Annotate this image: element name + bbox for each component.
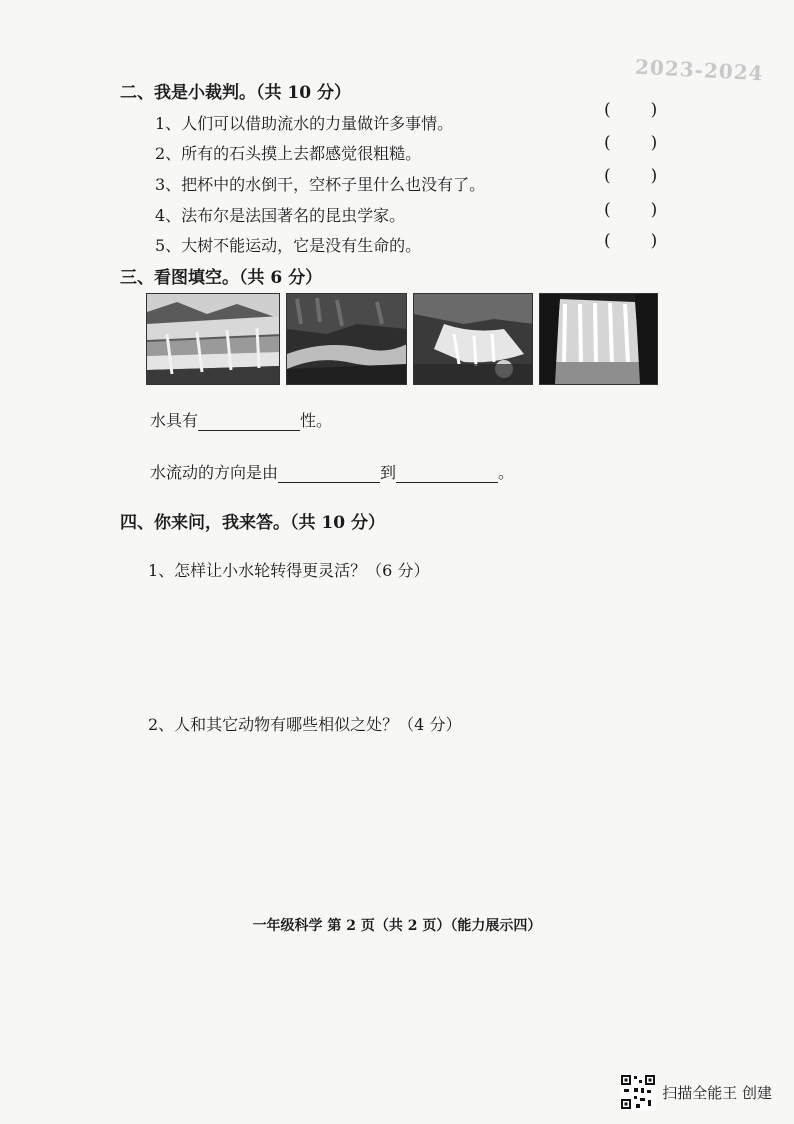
question-1: 1、怎样让小水轮转得更灵活？（6 分） (148, 561, 430, 580)
section-3-title: 三、看图填空。（共 6 分） (120, 268, 323, 288)
answer-blank-to[interactable] (396, 464, 498, 483)
section-4-title: 四、你来问，我来答。（共 10 分） (120, 513, 385, 533)
fill-blank-line-1: 水具有 性。 (150, 411, 333, 430)
answer-blank-from[interactable] (278, 464, 380, 483)
answer-paren-3[interactable]: ( ) (604, 166, 658, 186)
cascade-photo (413, 293, 534, 385)
terraced-waterfall-photo (146, 293, 280, 385)
section-2-title: 二、我是小裁判。（共 10 分） (120, 83, 351, 103)
judge-item-3: 3、把杯中的水倒干，空杯子里什么也没有了。 (155, 175, 486, 194)
scanner-watermark (620, 1074, 772, 1110)
waterfall-photo (539, 293, 658, 385)
river-photo (286, 293, 407, 385)
answer-paren-4[interactable]: ( ) (604, 200, 658, 220)
judge-item-5: 5、大树不能运动，它是没有生命的。 (155, 236, 422, 255)
judge-item-1: 1、人们可以借助流水的力量做许多事情。 (155, 114, 454, 133)
answer-blank-property[interactable] (198, 412, 300, 431)
answer-paren-2[interactable]: ( ) (604, 133, 658, 153)
bleed-through-header: 2023-2024 (634, 54, 765, 86)
page-footer: 一年级科学 第 2 页（共 2 页）（能力展示四） (252, 918, 542, 934)
judge-item-2: 2、所有的石头摸上去都感觉很粗糙。 (155, 144, 422, 163)
judge-item-4: 4、法布尔是法国著名的昆虫学家。 (155, 206, 406, 225)
answer-paren-5[interactable]: ( ) (604, 231, 658, 251)
answer-paren-1[interactable]: ( ) (604, 100, 658, 120)
fill-blank-line-2: 水流动的方向是由 到 。 (150, 463, 515, 482)
waterfall-photo-strip (146, 293, 658, 383)
question-2: 2、人和其它动物有哪些相似之处？（4 分） (148, 715, 462, 734)
watermark-text: 扫描全能王 创建 (662, 1083, 772, 1102)
qr-code-icon (620, 1074, 656, 1110)
